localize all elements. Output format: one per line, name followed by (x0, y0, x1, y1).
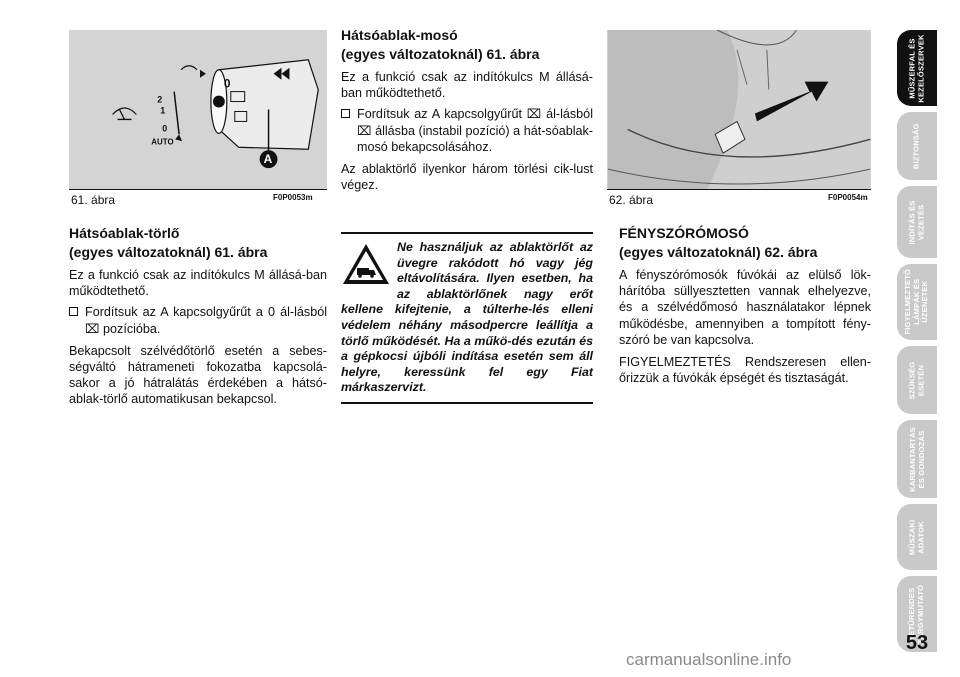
tab-dashboard-controls[interactable]: MŰSZERFAL ÉS KEZELŐSZERVEK (897, 30, 937, 106)
checkbox-bullet-icon (341, 109, 350, 118)
fig61-label-a: A (263, 152, 273, 167)
tab-technical-data[interactable]: MŰSZAKI ADATOK (897, 504, 937, 570)
headlamp-washer-paragraph-2: FIGYELMEZTETÉS Rendszeresen ellen-őrizzük a fúvókák épségét és tisztaságát. (619, 355, 871, 386)
watermark: carmanualsonline.info (626, 650, 792, 669)
fig62-code: F0P0054m (828, 193, 868, 202)
figure-61 (69, 30, 327, 190)
tab-index[interactable]: BETŰRENDES TÁRGYMUTATÓ (897, 576, 937, 652)
rear-wiper-paragraph-2: Bekapcsolt szélvédőtörlő esetén a sebes-ségváltó hátrameneti fokozatba kapcsolá-sakor a jó hátralátás érdekében a hátsó-ablak-törlő automatikusan bekapcsol. (69, 343, 327, 407)
rear-wiper-bullet-1: Fordítsuk az A kapcsolgyűrűt a 0 ál-lásból ⌧ pozícióba. (69, 304, 327, 336)
fig61-label-zero-b: 0 (162, 123, 168, 134)
headlamp-washer-title: FÉNYSZÓRÓMOSÓ (egyes változatoknál) 62. ábra (619, 225, 818, 260)
fig62-caption: 62. ábra (609, 193, 654, 207)
column-rear-wiper (69, 224, 327, 408)
warning-triangle-icon (341, 242, 391, 286)
rear-washer-bullet-1: Fordítsuk az A kapcsolgyűrűt ⌧ ál-lásból ⌧ állásba (instabil pozíció) a hát-sóablak-mosó bekapcsolásához. (341, 106, 593, 155)
page-number: 53 (905, 632, 929, 654)
rear-washer-title: Hátsóablak-mosó (egyes változatoknál) 61. ábra (341, 27, 540, 62)
headlamp-washer-illustration (607, 30, 871, 189)
tab-safety[interactable]: BIZTONSÁG (897, 112, 937, 180)
warning-box (341, 232, 593, 404)
tab-starting-driving[interactable]: INDÍTÁS ÉS VEZETÉS (897, 186, 937, 258)
column-headlamp-washer (619, 224, 871, 386)
fig61-label-two: 2 (157, 94, 163, 105)
tab-warning-lights[interactable]: FIGYELMEZTETŐ LÁMPÁK ÉS ÜZENETEK (897, 264, 937, 340)
rear-wiper-paragraph-1: Ez a funkció csak az indítókulcs M állásá-ban működtethető. (69, 268, 327, 299)
rear-wiper-title: Hátsóablak-törlő (egyes változatoknál) 61. ábra (69, 225, 268, 260)
rear-washer-paragraph-1: Ez a funkció csak az indítókulcs M állásá-ban működtethető. (341, 70, 593, 101)
column-rear-washer (341, 26, 593, 193)
fig61-label-auto: AUTO (151, 137, 174, 147)
checkbox-bullet-icon (69, 307, 78, 316)
headlamp-washer-paragraph-1: A fényszórómosók fúvókái az elülső lök-hárítóba süllyesztetten vannak elhelyezve, és a szélvédőmosó használatakor lépnek működésbe, amennyiben a tompított fény-szóró be van kapcsolva. (619, 268, 871, 347)
figure-62 (607, 30, 871, 190)
fig61-caption: 61. ábra (71, 193, 116, 207)
fig61-code: F0P0053m (273, 193, 313, 202)
tab-maintenance[interactable]: KARBANTARTÁS ÉS GONDOZÁS (897, 420, 937, 498)
fig61-label-one: 1 (160, 105, 166, 116)
tab-emergency[interactable]: SZÜKSÉG ESETÉN (897, 346, 937, 414)
warning-text: Ne használjuk az ablaktörlőt az üvegre rakódott hó vagy jég eltávolítására. Ilyen esetben, ha az ablaktörlőnek nagy erőt kellene kifejtenie, a túlterhe-lés elleni védelem néhány másodpercre leállítja a törlő működését. Ha a műkö-dés ezután és a gépkocsi újbóli indítása esetén sem áll helyre, keressünk fel egy Fiat márkaszervizt. (341, 240, 593, 395)
wiper-stalk-illustration (69, 30, 327, 189)
rear-washer-paragraph-2: Az ablaktörlő ilyenkor három törlési cik-lust végez. (341, 162, 593, 193)
fig61-label-zero: 0 (223, 76, 231, 91)
